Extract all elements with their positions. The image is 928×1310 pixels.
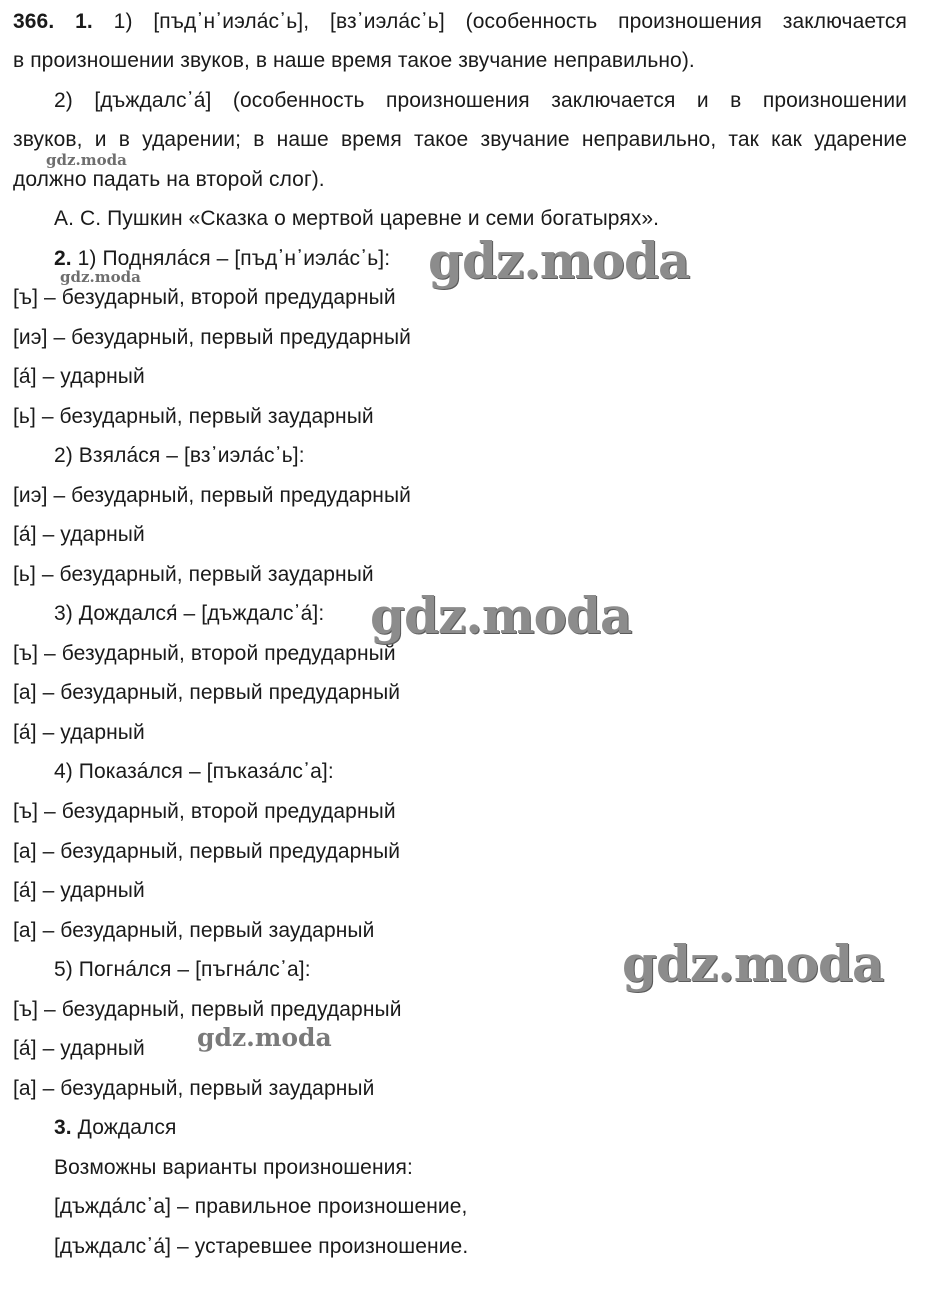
watermark: gdz.moda [622, 934, 884, 993]
line-text: 1) [пъд᾽н᾽иэла́с᾽ь], [вз᾽иэла́с᾽ь] (особенность произношения заключается [92, 10, 907, 33]
line-text: Дождался [71, 1116, 177, 1139]
text-line-21: [ъ] – безударный, второй предударный [13, 800, 396, 823]
text-line-2: в произношении звуков, в наше время такое звучание неправильно). [13, 49, 695, 72]
text-line-26: [ъ] – безударный, первый предударный [13, 998, 402, 1021]
text-line-29 [54, 1114, 176, 1142]
text-line-32: [дъждалс᾽а́] – устаревшее произношение. [54, 1235, 469, 1258]
text-line-23: [а́] – ударный [13, 879, 145, 902]
text-line-10: [а́] – ударный [13, 365, 145, 388]
watermark: gdz.moda [60, 268, 141, 286]
watermark: gdz.moda [370, 586, 632, 645]
text-line-18: [а] – безударный, первый предударный [13, 681, 401, 704]
text-line-1 [13, 8, 907, 36]
text-line-27: [а́] – ударный [13, 1037, 145, 1060]
text-line-5: должно падать на второй слог). [13, 168, 325, 191]
line-text: 1) Поднялáся – [пъд᾽н᾽иэла́с᾽ь]: [71, 247, 391, 270]
text-line-16: 3) Дождался́ – [дъждалс᾽а́]: [54, 602, 325, 625]
task-number: 366. 1. [13, 10, 93, 33]
watermark: gdz.moda [197, 1023, 332, 1052]
text-line-3: 2) [дъждалс᾽а́] (особенность произношения заключается и в произношении [54, 89, 907, 112]
text-line-13: [иэ] – безударный, первый предударный [13, 484, 411, 507]
text-line-4: звуков, и в ударении; в наше время такое звучание неправильно, так как ударение [13, 128, 907, 151]
text-line-30: Возможны варианты произношения: [54, 1156, 413, 1179]
text-line-14: [а́] – ударный [13, 523, 145, 546]
text-line-28: [а] – безударный, первый заударный [13, 1077, 375, 1100]
text-line-6: А. С. Пушкин «Сказка о мертвой царевне и семи богатырях». [54, 207, 660, 230]
task-number: 3. [54, 1116, 72, 1139]
text-line-22: [а] – безударный, первый предударный [13, 840, 401, 863]
watermark: gdz.moda [428, 231, 690, 290]
text-line-20: 4) Показáлся – [пъказа́лс᾽а]: [54, 760, 334, 783]
text-line-31: [дъжда́лс᾽а] – правильное произношение, [54, 1195, 468, 1218]
task-number: 2. [54, 247, 72, 270]
text-line-15: [ь] – безударный, первый заударный [13, 563, 374, 586]
text-line-25: 5) Погнáлся – [пъгна́лс᾽а]: [54, 958, 311, 981]
text-line-8: [ъ] – безударный, второй предударный [13, 286, 396, 309]
text-line-11: [ь] – безударный, первый заударный [13, 405, 374, 428]
text-line-24: [а] – безударный, первый заударный [13, 919, 375, 942]
text-line-9: [иэ] – безударный, первый предударный [13, 326, 411, 349]
text-line-19: [а́] – ударный [13, 721, 145, 744]
text-line-12: 2) Взялáся – [вз᾽иэла́с᾽ь]: [54, 444, 305, 467]
watermark: gdz.moda [46, 151, 127, 169]
text-line-17: [ъ] – безударный, второй предударный [13, 642, 396, 665]
